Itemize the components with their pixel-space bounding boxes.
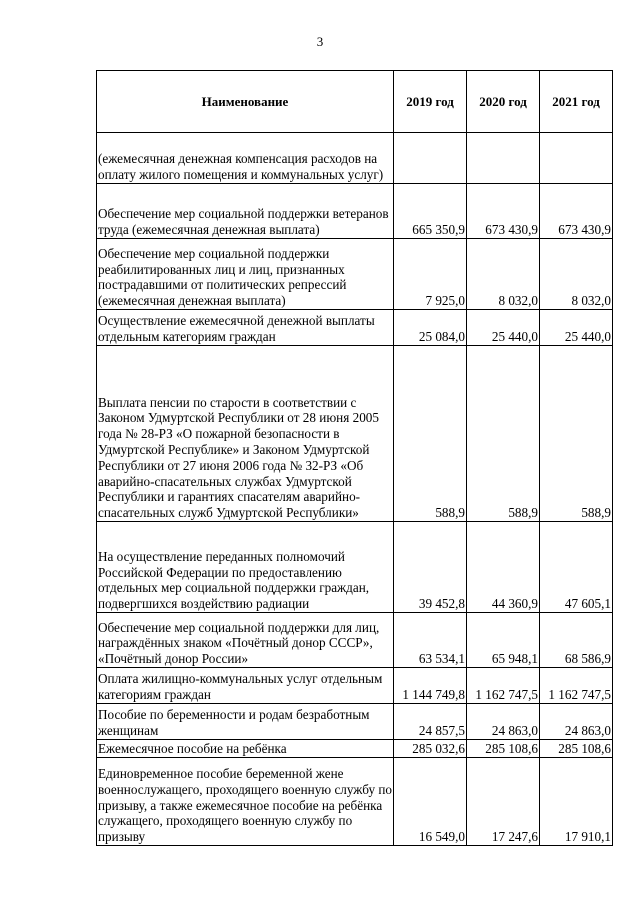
value-2020: 65 948,1: [467, 613, 540, 668]
value-2021: 673 430,9: [540, 184, 613, 239]
value-2020: 25 440,0: [467, 310, 540, 346]
value-2021: 68 586,9: [540, 613, 613, 668]
table-row: [97, 704, 613, 740]
table-row: [97, 346, 613, 522]
value-2019: 7 925,0: [394, 239, 467, 310]
table-row: [97, 758, 613, 846]
row-name: Пособие по беременности и родам безработным женщинам: [97, 704, 394, 740]
value-2021: 24 863,0: [540, 704, 613, 740]
value-2020: 588,9: [467, 346, 540, 522]
value-2021: 285 108,6: [540, 740, 613, 758]
row-name: Выплата пенсии по старости в соответствии с Законом Удмуртской Республики от 28 июня 2005 года № 28-РЗ «О пожарной безопасности в Удмуртской Республике» и Законом Удмуртской Республики от 27 июня 2006 года № 32-РЗ «Об аварийно-спасательных службах Удмуртской Республики и гарантиях спасателям аварийно-спасательных служб Удмуртской Республики»: [97, 346, 394, 522]
value-2019: [394, 133, 467, 184]
value-2020: 24 863,0: [467, 704, 540, 740]
value-2019: 25 084,0: [394, 310, 467, 346]
header-2019: 2019 год: [394, 71, 467, 133]
table-row: [97, 613, 613, 668]
value-2019: 24 857,5: [394, 704, 467, 740]
value-2019: 1 144 749,8: [394, 668, 467, 704]
row-name: Ежемесячное пособие на ребёнка: [97, 740, 394, 758]
value-2020: 44 360,9: [467, 522, 540, 613]
value-2021: [540, 133, 613, 184]
row-name: Обеспечение мер социальной поддержки ветеранов труда (ежемесячная денежная выплата): [97, 184, 394, 239]
value-2020: 673 430,9: [467, 184, 540, 239]
value-2020: 1 162 747,5: [467, 668, 540, 704]
value-2021: 588,9: [540, 346, 613, 522]
table-row: [97, 310, 613, 346]
header-name: Наименование: [97, 71, 394, 133]
row-name: Оплата жилищно-коммунальных услуг отдельным категориям граждан: [97, 668, 394, 704]
value-2020: 285 108,6: [467, 740, 540, 758]
header-2020: 2020 год: [467, 71, 540, 133]
value-2019: 588,9: [394, 346, 467, 522]
value-2021: 1 162 747,5: [540, 668, 613, 704]
value-2021: 47 605,1: [540, 522, 613, 613]
value-2020: 17 247,6: [467, 758, 540, 846]
budget-table: [96, 70, 613, 846]
value-2019: 16 549,0: [394, 758, 467, 846]
value-2019: 285 032,6: [394, 740, 467, 758]
row-name: Осуществление ежемесячной денежной выплаты отдельным категориям граждан: [97, 310, 394, 346]
page-number: 3: [316, 34, 324, 49]
value-2020: [467, 133, 540, 184]
value-2020: 8 032,0: [467, 239, 540, 310]
table-row: [97, 184, 613, 239]
row-name: Единовременное пособие беременной жене военнослужащего, проходящего военную службу по призыву, а также ежемесячное пособие на ребёнка служащего, проходящего военную службу по призыву: [97, 758, 394, 846]
table-row: [97, 668, 613, 704]
value-2021: 25 440,0: [540, 310, 613, 346]
value-2019: 665 350,9: [394, 184, 467, 239]
row-name: На осуществление переданных полномочий Российской Федерации по предоставлению отдельных мер социальной поддержки граждан, подвергшихся воздействию радиации: [97, 522, 394, 613]
row-name: Обеспечение мер социальной поддержки для лиц, награждённых знаком «Почётный донор СССР», «Почётный донор России»: [97, 613, 394, 668]
header-2021: 2021 год: [540, 71, 613, 133]
table-row: [97, 740, 613, 758]
row-name: (ежемесячная денежная компенсация расходов на оплату жилого помещения и коммунальных услуг): [97, 133, 394, 184]
value-2021: 8 032,0: [540, 239, 613, 310]
table-row: [97, 522, 613, 613]
value-2019: 39 452,8: [394, 522, 467, 613]
value-2019: 63 534,1: [394, 613, 467, 668]
value-2021: 17 910,1: [540, 758, 613, 846]
table-header-row: [97, 71, 613, 133]
row-name: Обеспечение мер социальной поддержки реабилитированных лиц и лиц, признанных пострадавшими от политических репрессий (ежемесячная денежная выплата): [97, 239, 394, 310]
table-row: [97, 239, 613, 310]
table-row: [97, 133, 613, 184]
